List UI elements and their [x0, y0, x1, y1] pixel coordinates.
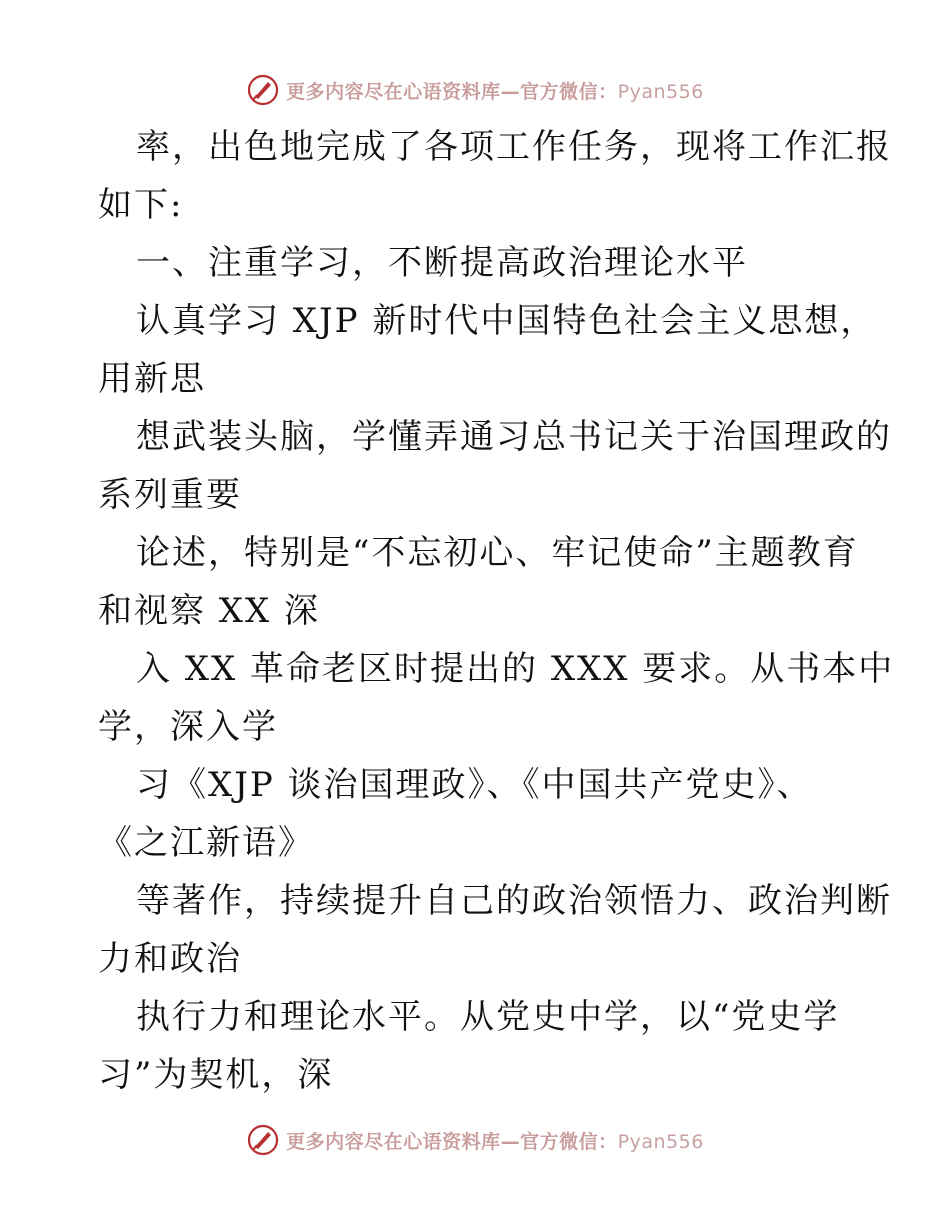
text-line: 习《XJP 谈治国理政》、《中国共产党史》、 — [136, 765, 813, 805]
text-line: 力和政治 — [98, 939, 242, 979]
watermark-text: 更多内容尽在心语资料库—官方微信：Pyan556 — [286, 1130, 704, 1153]
text-line: 如下: — [98, 185, 184, 225]
quill-pen-circle-icon — [246, 1123, 280, 1157]
text-line: 入 XX 革命老区时提出的 XXX 要求。从书本中 — [136, 649, 895, 689]
document-body — [98, 118, 895, 1104]
text-line: 用新思 — [98, 359, 206, 399]
section-heading: 一、注重学习，不断提高政治理论水平 — [136, 243, 748, 283]
text-line: 学，深入学 — [98, 707, 278, 747]
text-line: 认真学习 XJP 新时代中国特色社会主义思想， — [136, 301, 877, 341]
text-line: 想武装头脑，学懂弄通习总书记关于治国理政的 — [136, 417, 892, 457]
text-line: 执行力和理论水平。从党史中学，以“党史学 — [136, 997, 840, 1037]
text-line: 论述，特别是“不忘初心、牢记使命”主题教育 — [136, 533, 859, 573]
text-line: 率，出色地完成了各项工作任务，现将工作汇报 — [136, 127, 892, 167]
text-line: 和视察 XX 深 — [98, 591, 321, 631]
footer-watermark — [0, 1120, 950, 1160]
text-line: 系列重要 — [98, 475, 242, 515]
watermark-text: 更多内容尽在心语资料库—官方微信：Pyan556 — [286, 80, 704, 103]
text-line: 习”为契机，深 — [98, 1055, 334, 1095]
header-watermark — [0, 70, 950, 110]
quill-pen-circle-icon — [246, 73, 280, 107]
text-line: 《之江新语》 — [98, 823, 314, 863]
text-line: 等著作，持续提升自己的政治领悟力、政治判断 — [136, 881, 892, 921]
